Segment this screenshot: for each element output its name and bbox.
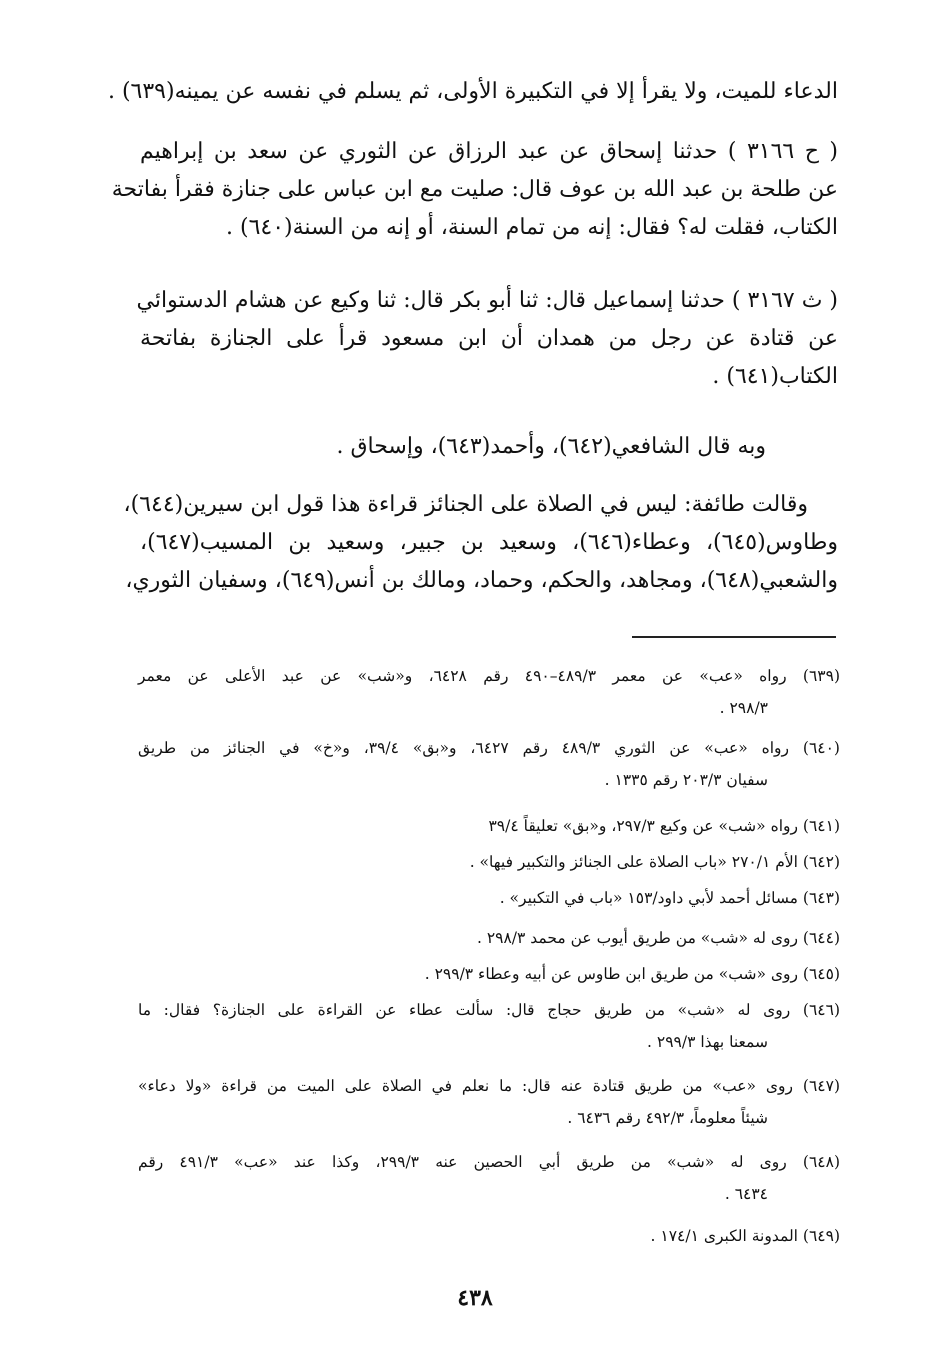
paragraph-3-line-2: عن قتادة عن رجل من همدان أن ابن مسعود قرأ على الجنازة بفاتحة	[140, 326, 838, 351]
footnote-line: ٢٩٨/٣ .	[719, 699, 768, 717]
paragraph-1	[107, 73, 838, 111]
footnote-647	[138, 1070, 840, 1134]
footnote-639	[138, 660, 840, 724]
paragraph-5	[123, 486, 838, 600]
footnote-line: (٦٤٠) رواه «عب» عن الثوري ٤٨٩/٣ رقم ٦٤٢٧، و«بق» ٣٩/٤، و«خ» في الجنائز من طريق	[138, 739, 840, 757]
footnote-line: (٦٤٨) روى له «شب» من طريق أبي الحصين عنه ٢٩٩/٣، وكذا عند «عب» ٤٩١/٣ رقم	[138, 1153, 841, 1171]
paragraph-2-line-2: عن طلحة بن عبد الله بن عوف قال: صليت مع ابن عباس على جنازة فقرأ بفاتحة	[111, 177, 838, 202]
footnote-648	[138, 1146, 840, 1210]
paragraph-5-line-1: وقالت طائفة: ليس في الصلاة على الجنائز قراءة هذا قول ابن سيرين(٦٤٤)،	[123, 492, 808, 517]
paragraph-2-line-1: ( ح ٣١٦٦ ) حدثنا إسحاق عن عبد الرزاق عن الثوري عن سعد بن إبراهيم	[140, 139, 838, 164]
footnote-line: (٦٤٤) روى له «شب» من طريق أيوب عن محمد ٢٩٨/٣ .	[476, 929, 840, 947]
page-number: ٤٣٨	[457, 1285, 493, 1311]
footnote-line: ٦٤٣٤ .	[724, 1185, 768, 1203]
footnote-645	[138, 958, 840, 990]
footnote-line: سفيان ٢٠٣/٣ رقم ١٣٣٥ .	[604, 771, 768, 789]
footnote-line: (٦٤١) رواه «شب» عن وكيع ٢٩٧/٣، و«بق» تعليقاً ٣٩/٤	[488, 817, 840, 835]
footnote-646	[138, 994, 840, 1058]
footnote-line: (٦٤٢) الأم ٢٧٠/١ «باب الصلاة على الجنائز والتكبير فيها» .	[469, 853, 840, 871]
paragraph-3-line-3: الكتاب(٦٤١) .	[712, 364, 838, 389]
paragraph-3	[136, 282, 838, 396]
footnote-line: (٦٣٩) رواه «عب» عن معمر ٤٨٩/٣–٤٩٠ رقم ٦٤٢٨، و«شب» عن عبد الأعلى عن معمر	[138, 667, 840, 685]
footnote-line: (٦٤٣) مسائل أحمد لأبي داود/١٥٣ «باب في التكبير» .	[499, 889, 840, 907]
footnote-line: (٦٤٩) المدونة الكبرى ١٧٤/١ .	[650, 1227, 840, 1245]
footnote-separator	[632, 636, 836, 638]
footnote-642	[138, 846, 840, 878]
footnote-line: (٦٤٥) روى «شب» من طريق ابن طاوس عن أبيه وعطاء ٢٩٩/٣ .	[424, 965, 840, 983]
footnote-line: سمعنا بهذا ٢٩٩/٣ .	[647, 1033, 768, 1051]
footnote-649	[138, 1220, 840, 1252]
paragraph-4	[140, 428, 838, 466]
footnote-line: (٦٤٧) روى «عب» من طريق قتادة عنه قال: ما نعلم في الصلاة على الميت من قراءة «ولا دعاء»	[138, 1077, 840, 1095]
paragraph-2-line-3: الكتاب، فقلت له؟ فقال: إنه من تمام السنة، أو إنه من السنة(٦٤٠) .	[226, 215, 838, 240]
paragraph-4-line-1: وبه قال الشافعي(٦٤٢)، وأحمد(٦٤٣)، وإسحاق .	[336, 434, 766, 459]
paragraph-5-line-2: وطاوس(٦٤٥)، وعطاء(٦٤٦)، وسعيد بن جبير، وسعيد بن المسيب(٦٤٧)،	[140, 530, 838, 555]
footnote-640	[138, 732, 840, 796]
paragraph-2	[111, 133, 838, 247]
paragraph-5-line-3: والشعبي(٦٤٨)، ومجاهد، والحكم، وحماد، ومالك بن أنس(٦٤٩)، وسفيان الثوري،	[125, 568, 838, 593]
footnote-643	[138, 882, 840, 914]
footnote-644	[138, 922, 840, 954]
footnote-line: شيئاً معلوماً، ٤٩٢/٣ رقم ٦٤٣٦ .	[567, 1109, 768, 1127]
footnote-641	[138, 810, 840, 842]
footnote-line: (٦٤٦) روى له «شب» من طريق حجاج قال: سألت عطاء عن القراءة على الجنازة؟ فقال: ما	[138, 1001, 840, 1019]
paragraph-3-line-1: ( ث ٣١٦٧ ) حدثنا إسماعيل قال: ثنا أبو بكر قال: ثنا وكيع عن هشام الدستوائي	[136, 288, 838, 313]
paragraph-1-line-1: الدعاء للميت، ولا يقرأ إلا في التكبيرة الأولى، ثم يسلم في نفسه عن يمينه(٦٣٩) .	[107, 79, 838, 104]
